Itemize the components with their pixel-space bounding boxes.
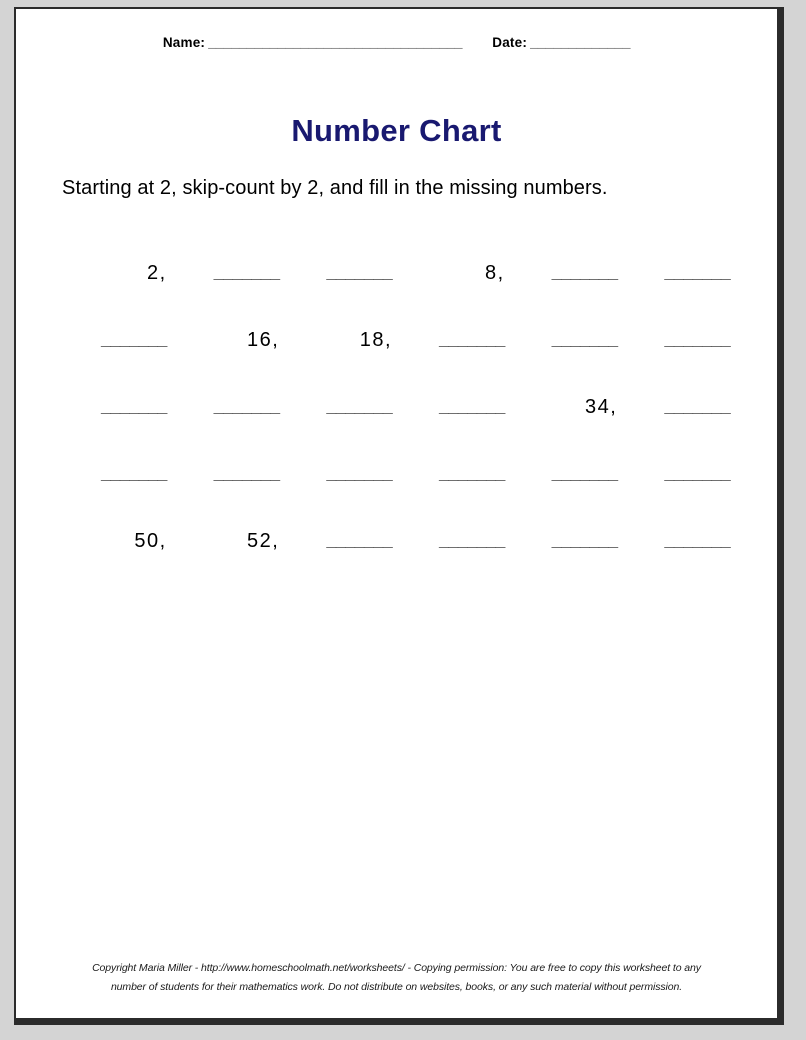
grid-cell-r2c4[interactable]: [400, 304, 513, 350]
page-title: Number Chart: [291, 113, 502, 148]
grid-cell-r5c6[interactable]: [625, 505, 738, 551]
grid-cell-r4c5[interactable]: [513, 438, 626, 484]
grid-cell-r5c2[interactable]: [175, 505, 288, 551]
grid-cell-r1c3[interactable]: [287, 237, 400, 283]
grid-cell-r5c1[interactable]: [62, 505, 175, 551]
worksheet-page: [14, 7, 784, 1025]
grid-cell-r1c4[interactable]: [400, 237, 513, 283]
grid-cell-r3c6[interactable]: [625, 371, 738, 417]
blank-rule: _______: [326, 265, 393, 284]
grid-cell-r4c4[interactable]: [400, 438, 513, 484]
blank-rule: _______: [664, 265, 731, 284]
name-input-rule[interactable]: _________________________________: [208, 37, 463, 52]
grid-cell-r4c3[interactable]: [287, 438, 400, 484]
blank-rule: _______: [551, 332, 618, 351]
grid-cell-r2c1[interactable]: [62, 304, 175, 350]
grid-cell-r3c1[interactable]: [62, 371, 175, 417]
grid-cell-r3c2[interactable]: [175, 371, 288, 417]
grid-cell-r1c1[interactable]: [62, 237, 175, 283]
grid-cell-r1c6[interactable]: [625, 237, 738, 283]
blank-rule: _______: [664, 399, 731, 418]
blank-rule: _______: [326, 466, 393, 485]
footer-line-1: Copyright Maria Miller - http://www.homeschoolmath.net/worksheets/ - Copying permission: You are free to copy this worksheet to any: [92, 962, 701, 975]
grid-cell-r3c4[interactable]: [400, 371, 513, 417]
blank-rule: _______: [100, 332, 167, 351]
grid-cell-r5c4[interactable]: [400, 505, 513, 551]
blank-rule: _______: [664, 332, 731, 351]
footer-line-2: number of students for their mathematics work. Do not distribute on websites, books, or any such material without permission.: [110, 980, 683, 993]
blank-rule: _______: [100, 399, 167, 418]
instruction-line: Starting at 2, skip-count by 2, and fill in the missing numbers.: [62, 177, 608, 199]
grid-cell-r2c5[interactable]: [513, 304, 626, 350]
blank-rule: _______: [213, 399, 280, 418]
blank-rule: _______: [326, 399, 393, 418]
blank-rule: _______: [213, 265, 280, 284]
copyright-footer: [16, 959, 777, 996]
table-row: [62, 237, 738, 304]
cell-value: 52,: [247, 530, 280, 552]
blank-rule: _______: [551, 265, 618, 284]
blank-rule: _______: [551, 533, 618, 552]
blank-rule: _______: [551, 466, 618, 485]
grid-cell-r2c3[interactable]: [287, 304, 400, 350]
name-label: Name:: [162, 35, 206, 50]
grid-cell-r2c6[interactable]: [625, 304, 738, 350]
grid-cell-r3c5[interactable]: [513, 371, 626, 417]
blank-rule: _______: [438, 533, 505, 552]
cell-value: 50,: [134, 530, 167, 552]
blank-rule: _______: [438, 399, 505, 418]
cell-value: 34,: [585, 396, 618, 418]
date-input-rule[interactable]: _____________: [530, 37, 631, 52]
student-info-header: [16, 35, 777, 52]
cell-value: 8,: [485, 262, 505, 284]
date-label: Date:: [492, 35, 528, 50]
grid-cell-r4c1[interactable]: [62, 438, 175, 484]
table-row: [62, 438, 738, 505]
table-row: [62, 371, 738, 438]
grid-cell-r4c2[interactable]: [175, 438, 288, 484]
grid-cell-r5c3[interactable]: [287, 505, 400, 551]
blank-rule: _______: [100, 466, 167, 485]
grid-cell-r3c3[interactable]: [287, 371, 400, 417]
number-chart-grid: [62, 237, 738, 572]
blank-rule: _______: [664, 466, 731, 485]
name-field-group: [163, 35, 462, 52]
date-field-group: [492, 35, 630, 52]
cell-value: 2,: [146, 262, 167, 284]
cell-value: 18,: [359, 329, 393, 351]
blank-rule: _______: [664, 533, 731, 552]
grid-cell-r5c5[interactable]: [513, 505, 626, 551]
blank-rule: _______: [326, 533, 393, 552]
blank-rule: _______: [213, 466, 280, 485]
blank-rule: _______: [438, 466, 505, 485]
cell-value: 16,: [247, 329, 280, 351]
blank-rule: _______: [438, 332, 505, 351]
grid-cell-r4c6[interactable]: [625, 438, 738, 484]
table-row: [62, 505, 738, 572]
grid-cell-r1c2[interactable]: [175, 237, 288, 283]
grid-cell-r2c2[interactable]: [175, 304, 288, 350]
table-row: [62, 304, 738, 371]
grid-cell-r1c5[interactable]: [513, 237, 626, 283]
